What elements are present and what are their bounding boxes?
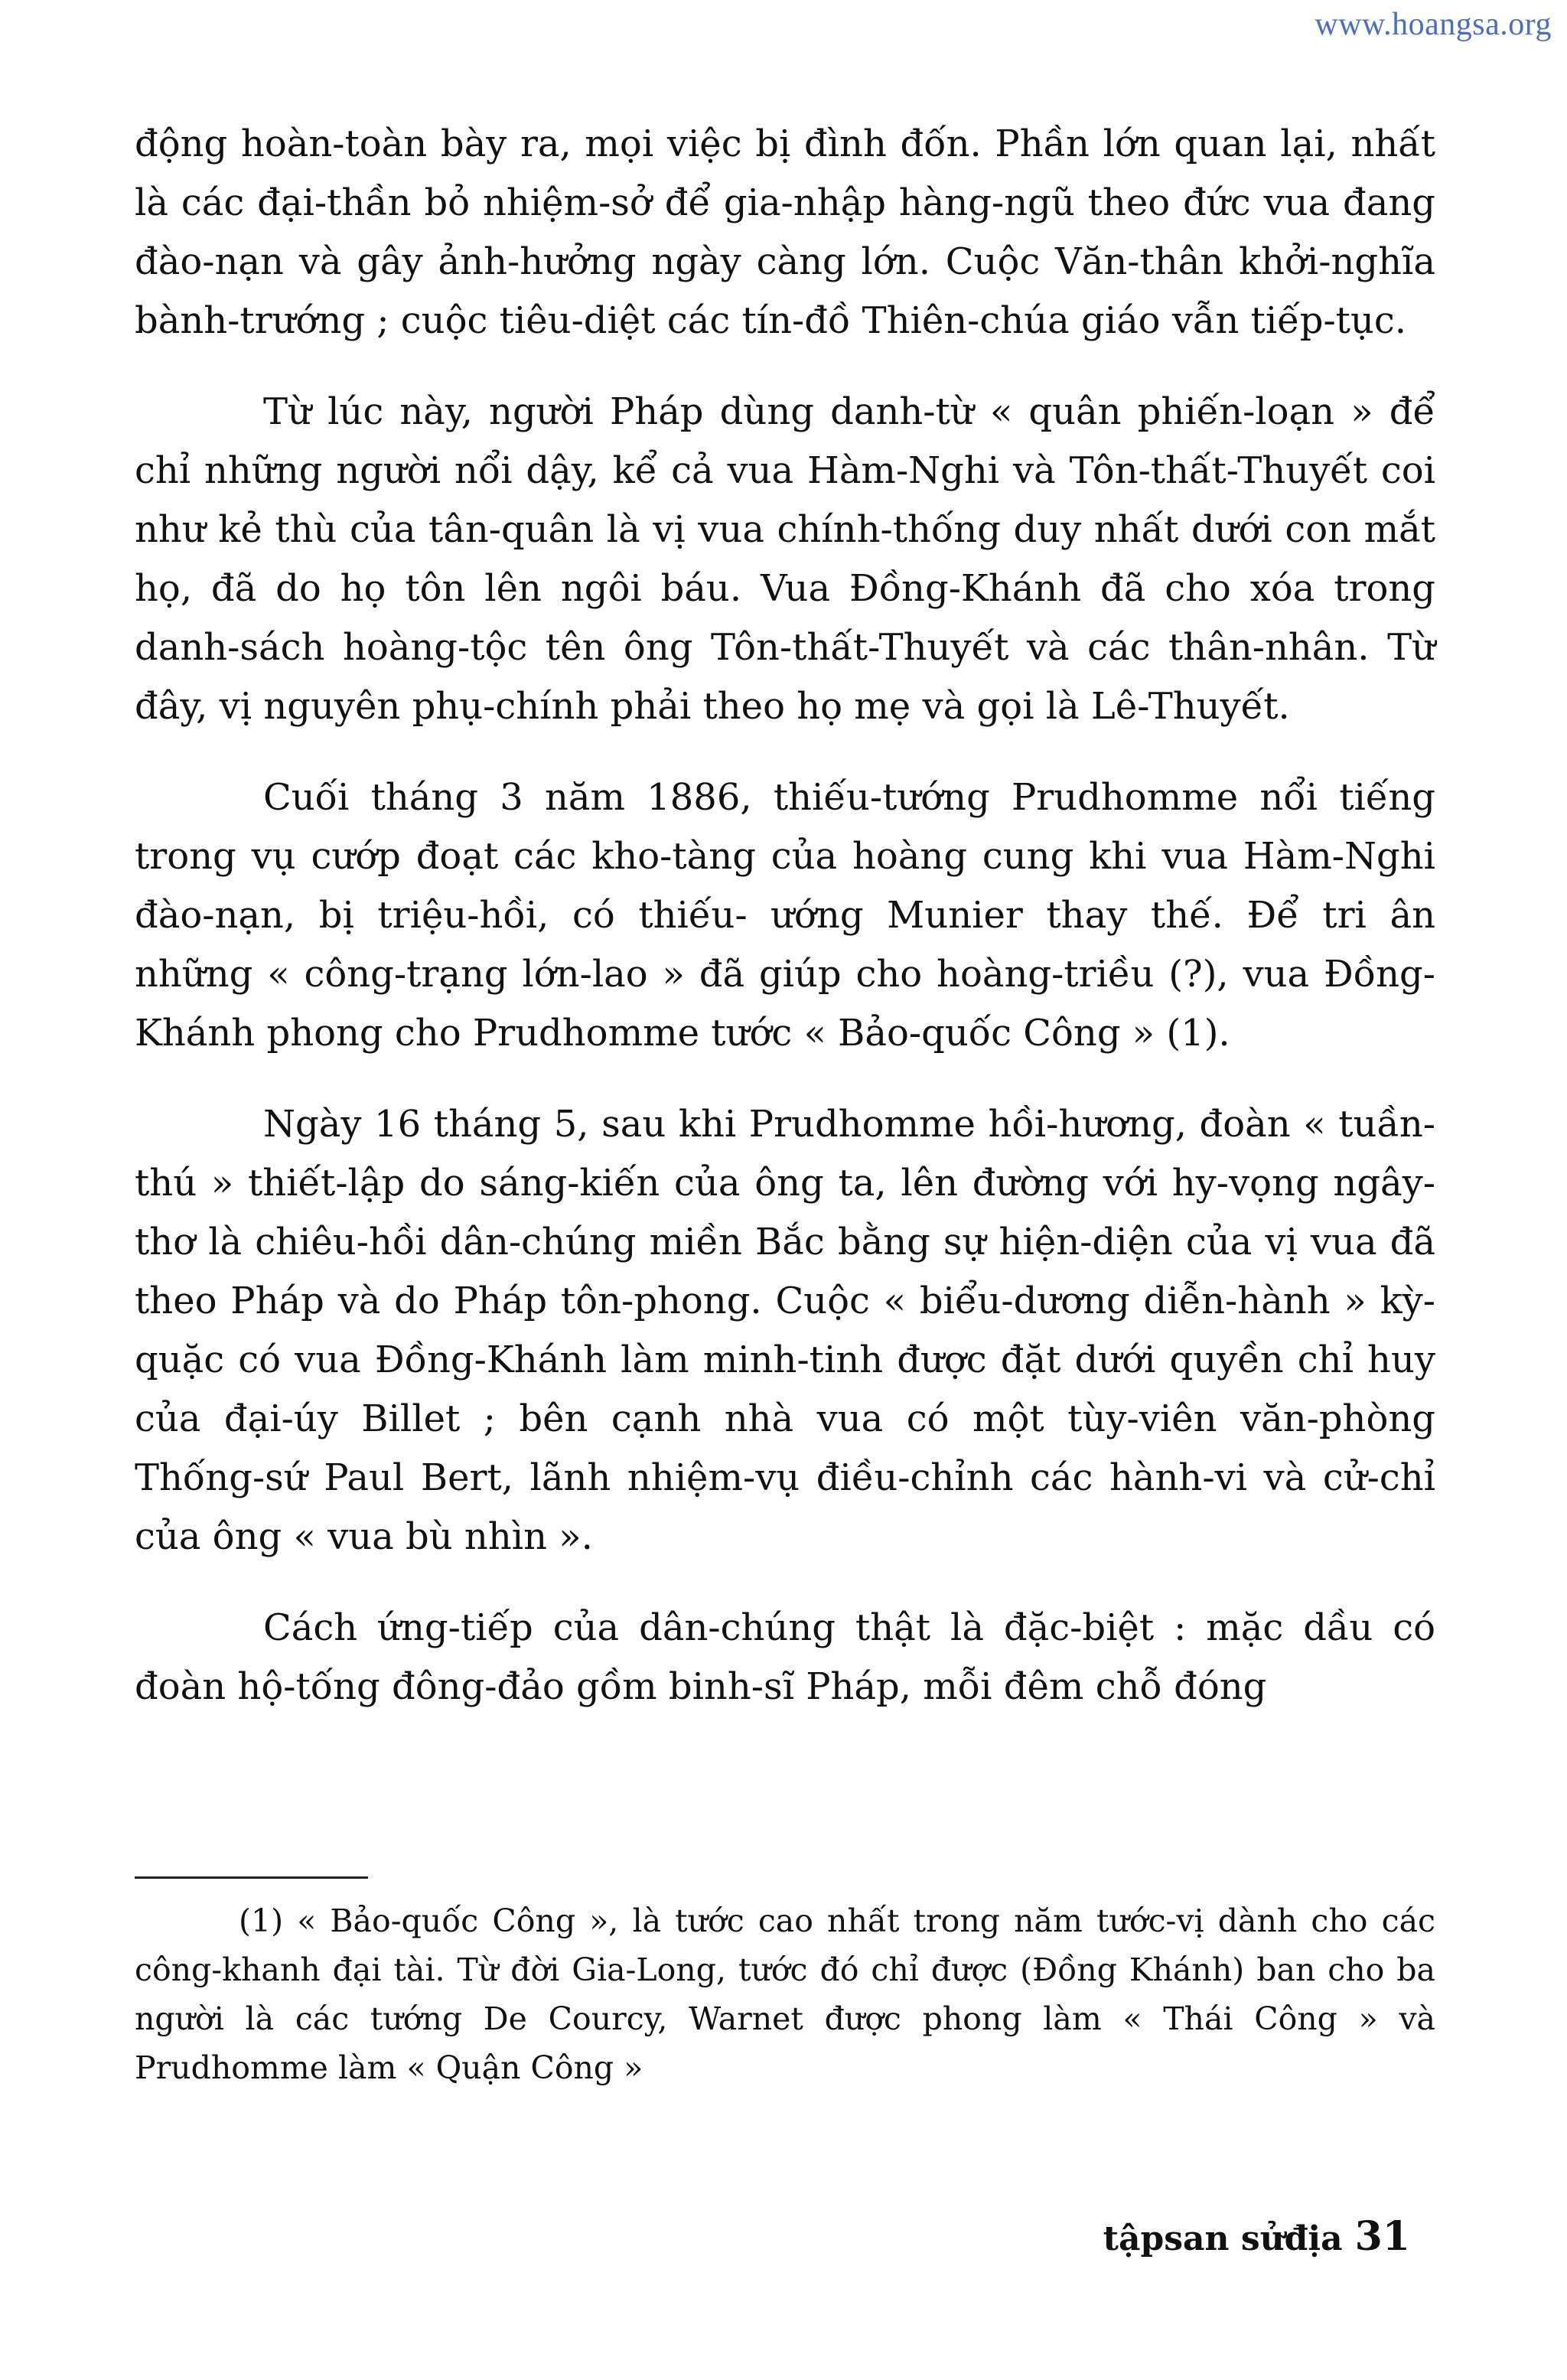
- page-number: 31: [1354, 2213, 1410, 2260]
- website-watermark: www.hoangsa.org: [1315, 7, 1552, 42]
- paragraph-prudhomme-title: Cuối tháng 3 năm 1886, thiếu-tướng Prudhomme nổi tiếng trong vụ cướp đoạt các kho-tàng của hoàng cung khi vua Hàm-Nghi đào-nạn, bị triệu-hồi, có thiếu- ướng Munier thay thế. Để tri ân những « công-trạng lớn-lao » đã giúp cho hoàng-triều (?), vua Đồng-Khánh phong cho Prudhomme tước « Bảo-quốc Công » (1).: [135, 776, 1435, 1055]
- publication-name: tậpsan sửđịa: [1103, 2219, 1343, 2258]
- page-footer: [1103, 2213, 1410, 2260]
- paragraph-rebel-term: Từ lúc này, người Pháp dùng danh-từ « quân phiến-loạn » để chỉ những người nổi dậy, kể cả vua Hàm-Nghi và Tôn-thất-Thuyết coi như kẻ thù của tân-quân là vị vua chính-thống duy nhất dưới con mắt họ, đã do họ tôn lên ngôi báu. Vua Đồng-Khánh đã cho xóa trong danh-sách hoàng-tộc tên ông Tôn-thất-Thuyết và các thân-nhân. Từ đây, vị nguyên phụ-chính phải theo họ mẹ và gọi là Lê-Thuyết.: [135, 390, 1435, 728]
- page-body: [135, 115, 1435, 1749]
- paragraph-continuation: động hoàn-toàn bày ra, mọi việc bị đình đốn. Phần lớn quan lại, nhất là các đại-thần bỏ nhiệm-sở để gia-nhập hàng-ngũ theo đức vua đang đào-nạn và gây ảnh-hưởng ngày càng lớn. Cuộc Văn-thân khởi-nghĩa bành-trướng ; cuộc tiêu-diệt các tín-đồ Thiên-chúa giáo vẫn tiếp-tục.: [135, 122, 1435, 342]
- footnote-divider: [135, 1876, 368, 1879]
- paragraph-public-reception: Cách ứng-tiếp của dân-chúng thật là đặc-biệt : mặc dầu có đoàn hộ-tống đông-đảo gồm binh-sĩ Pháp, mỗi đêm chỗ đóng: [135, 1606, 1435, 1708]
- footnotes: [135, 1896, 1435, 2092]
- footnote-1: (1) « Bảo-quốc Công », là tước cao nhất trong năm tước-vị dành cho các công-khanh đại tài. Từ đời Gia-Long, tước đó chỉ được (Đồng Khánh) ban cho ba người là các tướng De Courcy, Warnet được phong làm « Thái Công » và Prudhomme làm « Quận Công »: [135, 1902, 1435, 2086]
- paragraph-inspection-tour: Ngày 16 tháng 5, sau khi Prudhomme hồi-hương, đoàn « tuần-thú » thiết-lập do sáng-kiến của ông ta, lên đường với hy-vọng ngây-thơ là chiêu-hồi dân-chúng miền Bắc bằng sự hiện-diện của vị vua đã theo Pháp và do Pháp tôn-phong. Cuộc « biểu-dương diễn-hành » kỳ-quặc có vua Đồng-Khánh làm minh-tinh được đặt dưới quyền chỉ huy của đại-úy Billet ; bên cạnh nhà vua có một tùy-viên văn-phòng Thống-sứ Paul Bert, lãnh nhiệm-vụ điều-chỉnh các hành-vi và cử-chỉ của ông « vua bù nhìn ».: [135, 1103, 1435, 1558]
